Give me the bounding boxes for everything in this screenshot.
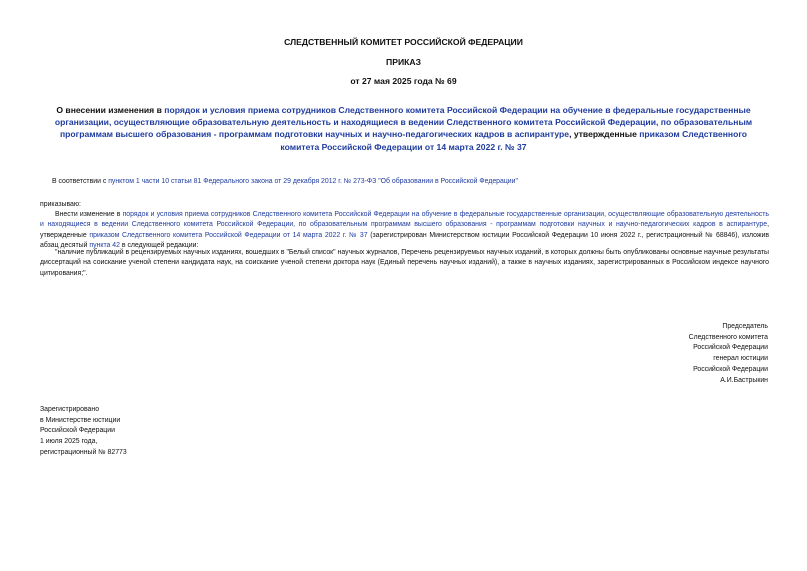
p1-link-procedure[interactable]: порядок и условия приема сотрудников Следственного комитета Российской Федерации на обучение в федеральные государственные организации, осуществляющие образовательную деятельность и находящиеся в ведении Следственного комитета Российской Федерации, по образовательным программам высшего образования - программам подготовки научных и научно-педагогических кадров в аспирантуре xyxy=(40,211,770,229)
p1-text-4: в следующей редакции: xyxy=(119,241,199,249)
title-link-procedure[interactable]: порядок и условия приема сотрудников Следственного комитета Российской Федерации на обучение в федеральные государственные организации, осуществляющие образовательную деятельность и находящиеся в ведении Следственного комитета Российской Федерации, по образовательным программам высшего образования - программам подготовки научных и научно-педагогических кадров в аспирантуре xyxy=(54,105,753,140)
document-type: ПРИКАЗ xyxy=(386,57,421,67)
document-date-number: от 27 мая 2025 года № 69 xyxy=(350,76,457,86)
organization-heading: СЛЕДСТВЕННЫЙ КОМИТЕТ РОССИЙСКОЙ ФЕДЕРАЦИИ xyxy=(284,37,523,47)
signature-line: Председатель xyxy=(722,323,768,330)
basis-text-1: В соответствии с xyxy=(52,178,109,185)
registration-line: Зарегистрировано xyxy=(40,406,100,413)
p1-text-3: (зарегистрирован Министерством юстиции Российской Федерации 10 июня 2022 г., регистрационный № 68846), изложив абзац десятый xyxy=(40,231,769,249)
registration-line: Российской Федерации xyxy=(40,427,115,435)
signature-line: Следственного комитета xyxy=(688,333,768,341)
p1-text-1: Внести изменение в xyxy=(55,211,123,218)
registration-date: 1 июля 2025 года, xyxy=(40,438,98,446)
document-title xyxy=(40,104,767,153)
p1-link-item-42[interactable]: пункта 42 xyxy=(89,241,120,249)
p1-link-order-37[interactable]: приказом Следственного комитета Российской Федерации от 14 марта 2022 г. № 37 xyxy=(89,231,368,239)
p1-text-2: , утвержденные xyxy=(40,221,769,239)
signature-block xyxy=(689,322,768,386)
signature-line: Российской Федерации xyxy=(693,365,768,373)
title-text-2: , утвержденные xyxy=(569,129,640,140)
basis-link-federal-law[interactable]: пунктом 1 части 10 статьи 81 Федерального закона от 29 декабря 2012 г. № 273-ФЗ "Об образовании в Российской Федерации" xyxy=(108,178,518,185)
registration-block xyxy=(40,405,127,459)
new-wording-paragraph: "наличие публикаций в рецензируемых научных изданиях, вошедших в "Белый список" научных журналов, Перечень рецензируемых научных изданий, в которых должны быть опубликованы основные научные результаты диссертаций на соискание ученой степени кандидата наук, на соискание ученой степени доктора наук (Единый перечень научных изданий), а также в научных изданиях, зарегистрированных в Российском индексе научного цитирования;". xyxy=(40,249,769,277)
signatory-name: А.И.Бастрыкин xyxy=(720,376,768,384)
amendment-paragraph xyxy=(40,210,769,251)
registration-line: в Министерстве юстиции xyxy=(40,416,121,424)
registration-number: регистрационный № 82773 xyxy=(40,448,127,456)
title-link-order-37[interactable]: приказом Следственного комитета Российской Федерации от 14 марта 2022 г. № 37 xyxy=(280,129,748,152)
title-text-1: О внесении изменения в xyxy=(56,105,165,115)
order-word: приказываю: xyxy=(40,201,81,208)
signature-line: генерал юстиции xyxy=(713,355,768,363)
legal-basis-paragraph xyxy=(52,177,772,187)
signature-line: Российской Федерации xyxy=(693,344,768,352)
